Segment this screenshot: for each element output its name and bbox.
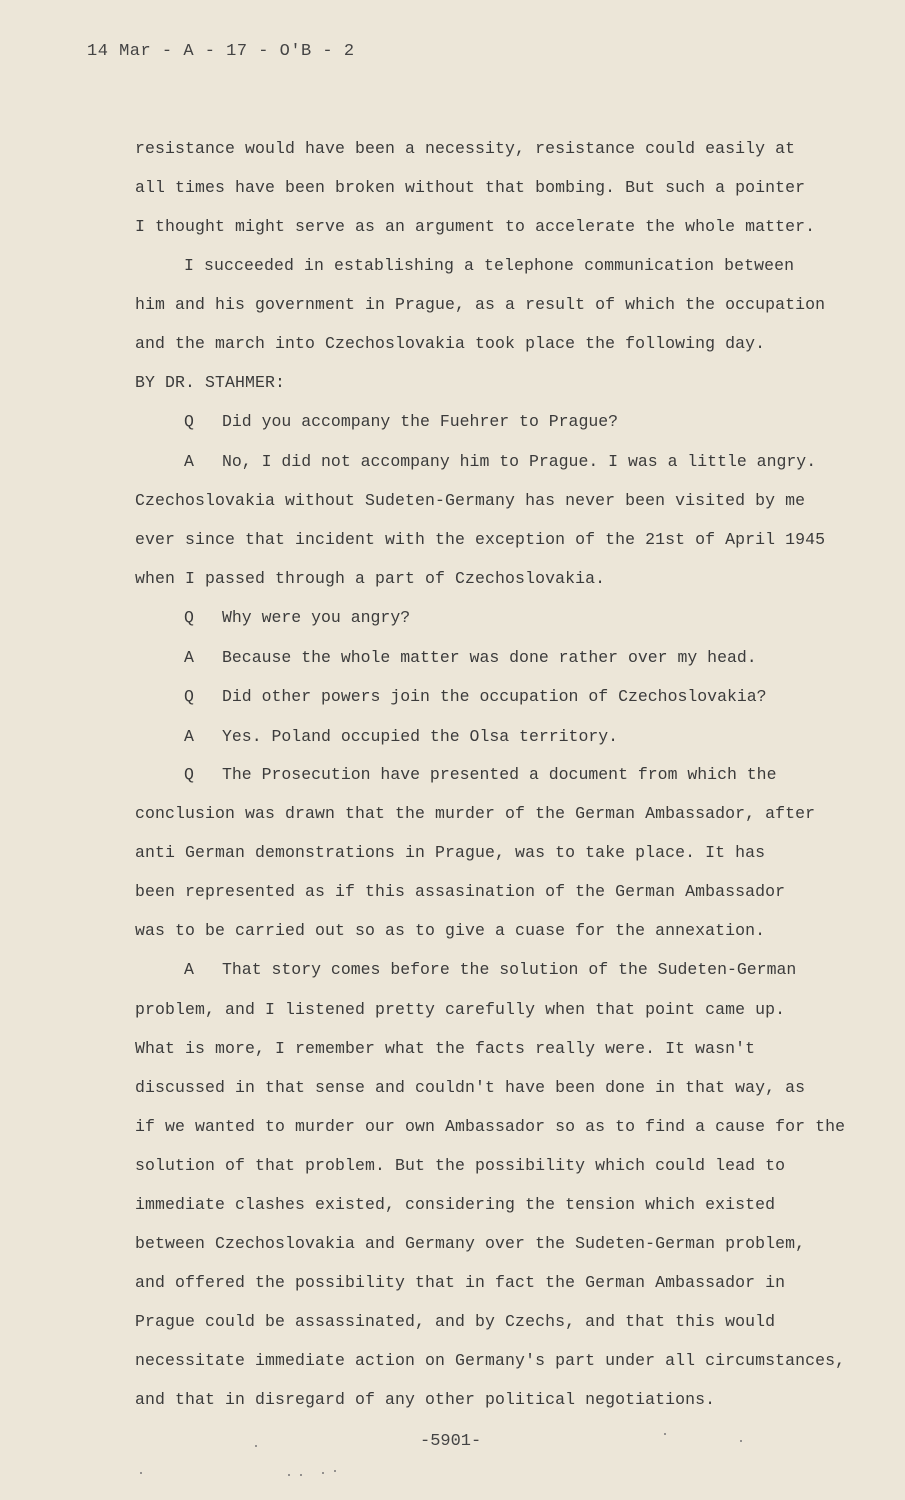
text-line: and offered the possibility that in fact the German Ambassador in (135, 1273, 786, 1292)
answer-marker: A (184, 960, 194, 979)
paper-speck (322, 1472, 324, 1474)
paper-speck (288, 1474, 290, 1476)
text-line: That story comes before the solution of the Sudeten-German (222, 960, 797, 979)
question-marker: Q (184, 687, 194, 706)
text-line: been represented as if this assasination of the German Ambassador (135, 882, 786, 901)
paper-speck (255, 1445, 257, 1447)
text-line: Prague could be assassinated, and by Czechs, and that this would (135, 1312, 776, 1331)
text-line: Because the whole matter was done rather over my head. (222, 648, 757, 667)
text-line: anti German demonstrations in Prague, was to take place. It has (135, 843, 766, 862)
answer-marker: A (184, 727, 194, 746)
answer-marker: A (184, 452, 194, 471)
text-line: between Czechoslovakia and Germany over the Sudeten-German problem, (135, 1234, 806, 1253)
answer-marker: A (184, 648, 194, 667)
text-line: was to be carried out so as to give a cuase for the annexation. (135, 921, 766, 940)
text-line: necessitate immediate action on Germany's part under all circumstances, (135, 1351, 846, 1370)
text-line: solution of that problem. But the possibility which could lead to (135, 1156, 786, 1175)
page-number: -5901- (420, 1432, 482, 1451)
text-line: when I passed through a part of Czechoslovakia. (135, 569, 606, 588)
question-marker: Q (184, 765, 194, 784)
text-line: ever since that incident with the exception of the 21st of April 1945 (135, 530, 826, 549)
paper-speck (664, 1433, 666, 1435)
text-line: Why were you angry? (222, 608, 411, 627)
text-line: Did you accompany the Fuehrer to Prague? (222, 412, 619, 431)
text-line: problem, and I listened pretty carefully when that point came up. (135, 1000, 786, 1019)
paper-speck (334, 1470, 336, 1472)
text-line: Czechoslovakia without Sudeten-Germany has never been visited by me (135, 491, 806, 510)
paper-speck (140, 1472, 142, 1474)
text-line: discussed in that sense and couldn't have been done in that way, as (135, 1078, 806, 1097)
text-line: conclusion was drawn that the murder of the German Ambassador, after (135, 804, 816, 823)
text-line: What is more, I remember what the facts really were. It wasn't (135, 1039, 756, 1058)
text-line: and that in disregard of any other political negotiations. (135, 1390, 716, 1409)
paper-speck (740, 1440, 742, 1442)
text-line: Yes. Poland occupied the Olsa territory. (222, 727, 619, 746)
text-line: immediate clashes existed, considering the tension which existed (135, 1195, 776, 1214)
text-line: I thought might serve as an argument to accelerate the whole matter. (135, 217, 816, 236)
paper-speck (300, 1474, 302, 1476)
question-marker: Q (184, 412, 194, 431)
text-line: him and his government in Prague, as a result of which the occupation (135, 295, 826, 314)
text-line: all times have been broken without that bombing. But such a pointer (135, 178, 806, 197)
text-line: resistance would have been a necessity, resistance could easily at (135, 139, 796, 158)
text-line: and the march into Czechoslovakia took place the following day. (135, 334, 766, 353)
text-line: No, I did not accompany him to Prague. I was a little angry. (222, 452, 817, 471)
speaker-heading: BY DR. STAHMER: (135, 373, 286, 392)
text-line: Did other powers join the occupation of Czechoslovakia? (222, 687, 767, 706)
page-header: 14 Mar - A - 17 - O'B - 2 (87, 42, 355, 61)
question-marker: Q (184, 608, 194, 627)
text-line: The Prosecution have presented a document from which the (222, 765, 777, 784)
text-line: I succeeded in establishing a telephone communication between (184, 256, 795, 275)
text-line: if we wanted to murder our own Ambassador so as to find a cause for the (135, 1117, 846, 1136)
